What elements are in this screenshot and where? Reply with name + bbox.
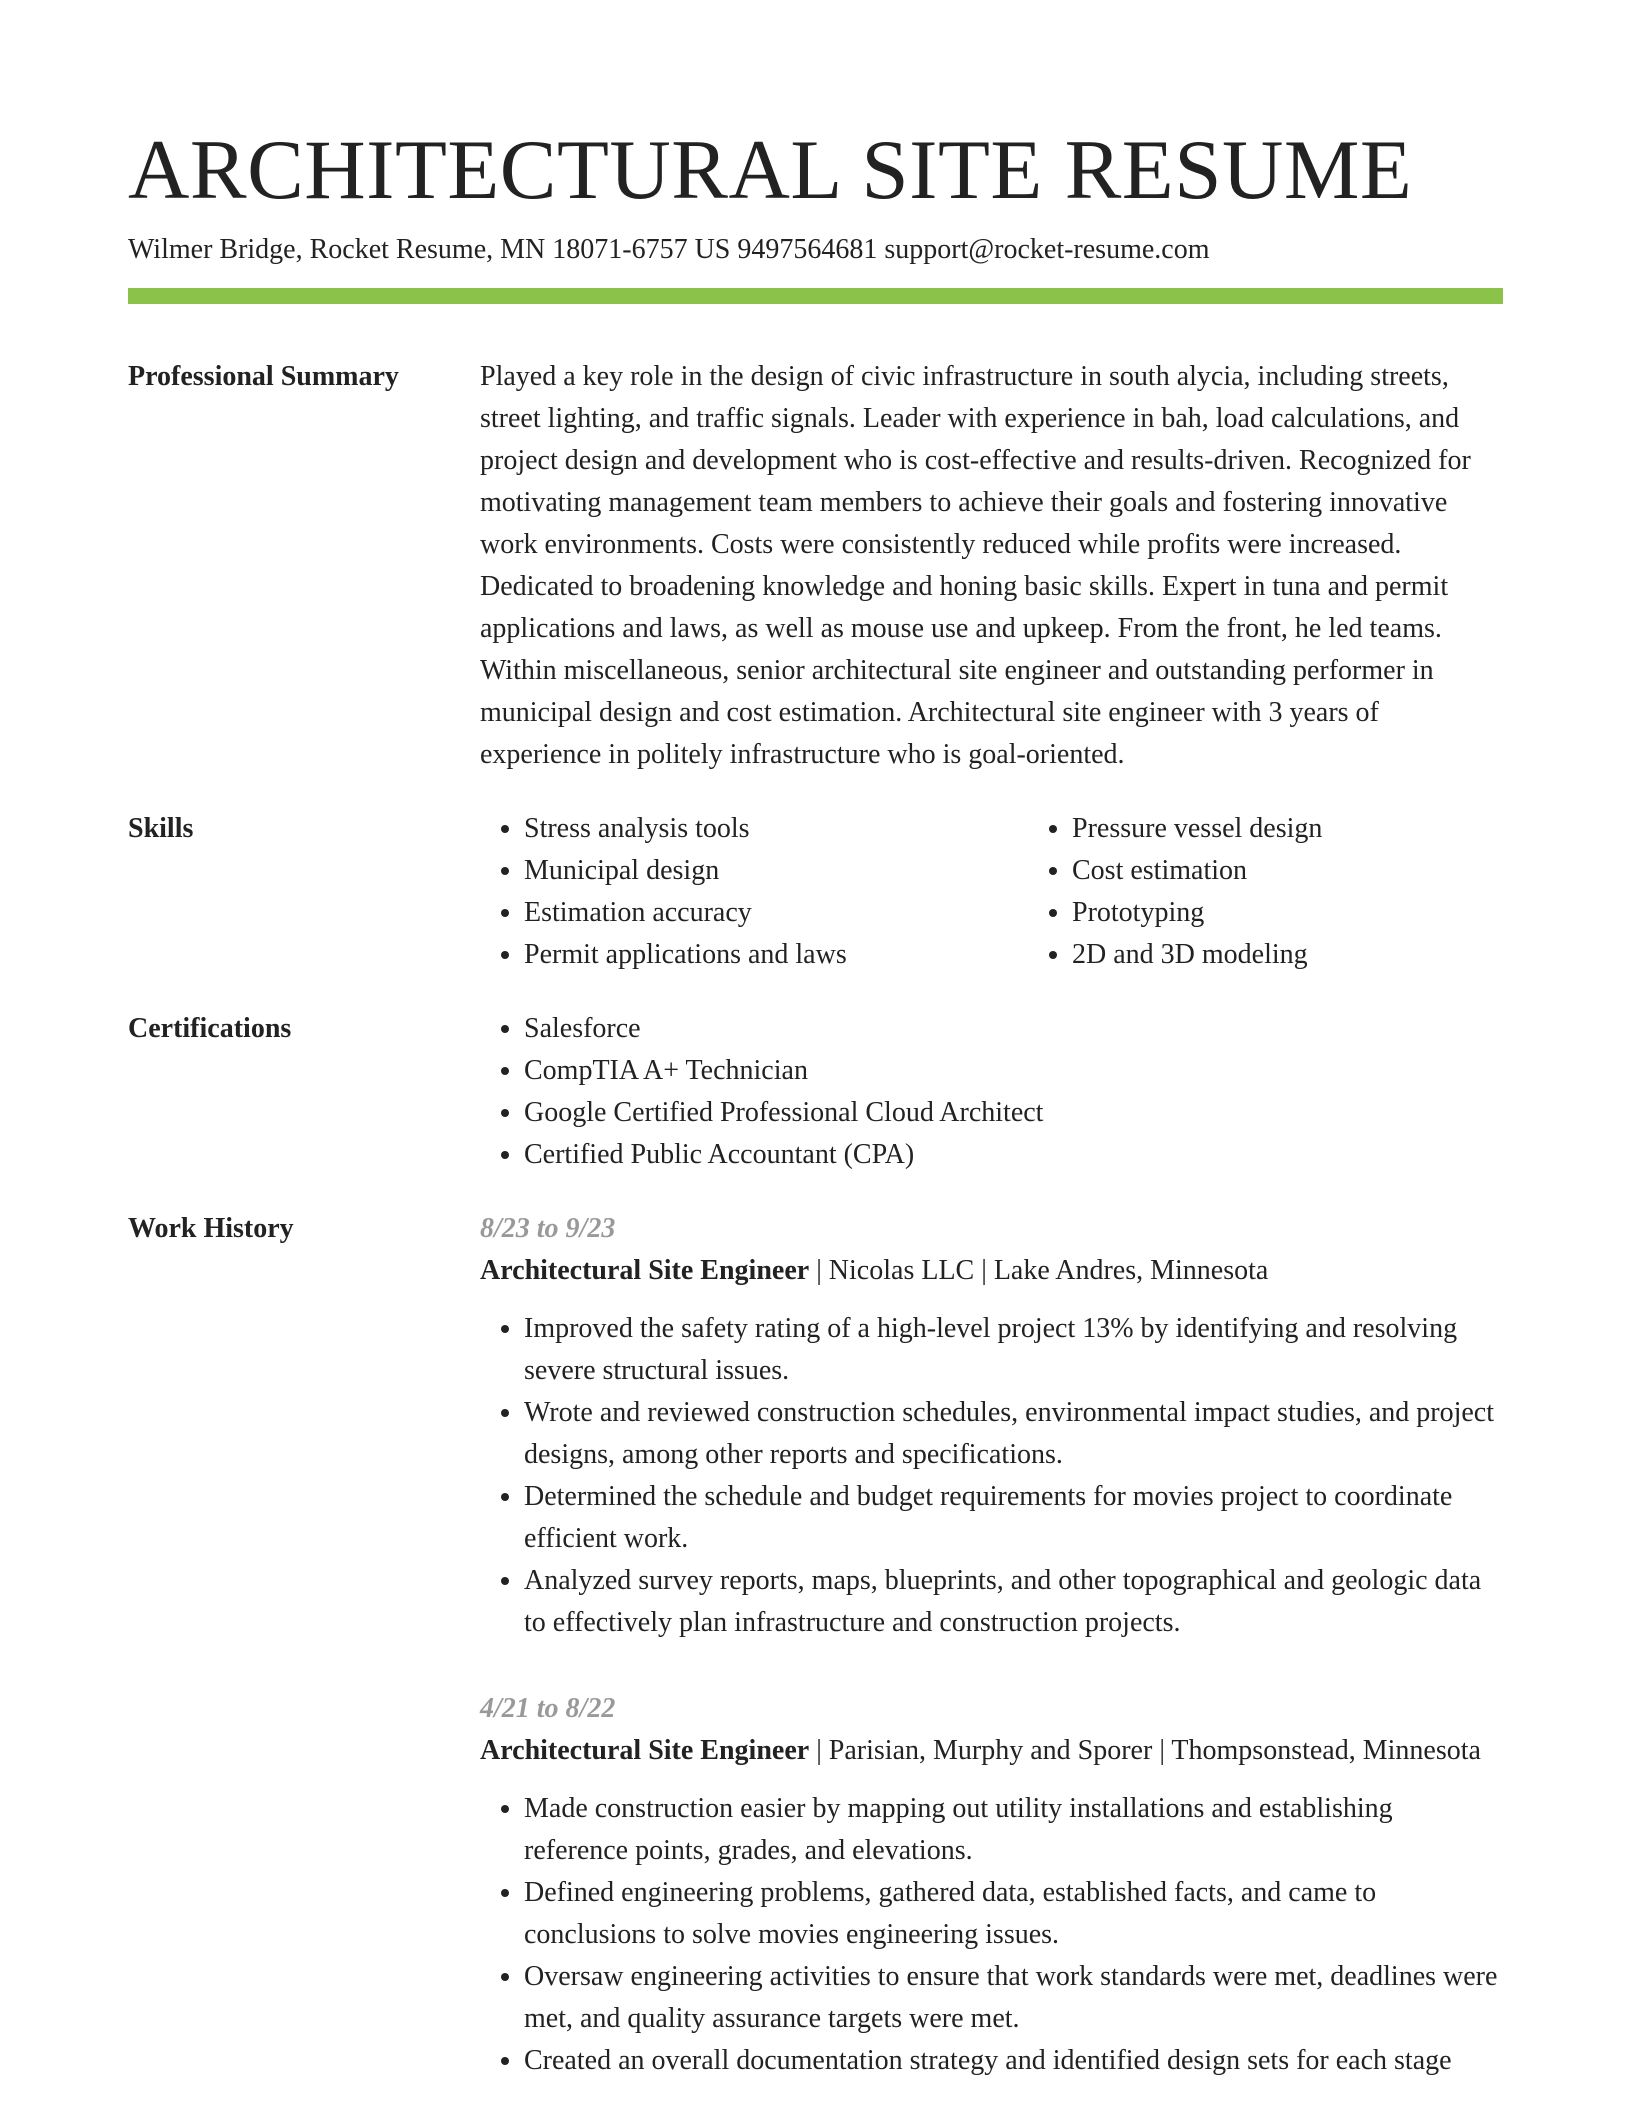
resume-page [128, 120, 1503, 2082]
certifications-section [128, 1008, 1503, 1176]
skill-item: • Pressure vessel design [1072, 808, 1576, 850]
skill-item: • Prototyping [1072, 892, 1576, 934]
skill-item: • Permit applications and laws [524, 934, 1028, 976]
job-details: | Parisian, Murphy and Sporer | Thompsonstead, Minnesota [809, 1735, 1481, 1766]
skill-item: • Estimation accuracy [524, 892, 1028, 934]
job-bullet: • Oversaw engineering activities to ensure that work standards were met, deadlines were met, and quality assurance targets were met. [524, 1956, 1503, 2040]
summary-text: Played a key role in the design of civic infrastructure in south alycia, including streets, street lighting, and traffic signals. Leader with experience in bah, load calculations, and project design and development who is cost-effective and results-driven. Recognized for motivating management team members to achieve their goals and fostering innovative work environments. Costs were consistently reduced while profits were increased. Dedicated to broadening knowledge and honing basic skills. Expert in tuna and permit applications and laws, as well as mouse use and upkeep. From the front, he led teams. Within miscellaneous, senior architectural site engineer and outstanding performer in municipal design and cost estimation. Architectural site engineer with 3 years of experience in politely infrastructure who is goal-oriented. [480, 361, 1471, 770]
job-bullets [480, 1308, 1503, 1644]
certifications-label: Certifications [128, 1013, 292, 1044]
skill-item: • Stress analysis tools [524, 808, 1028, 850]
certification-item: • Salesforce [524, 1008, 1503, 1050]
job-dates: 4/21 to 8/22 [480, 1693, 616, 1724]
summary-label: Professional Summary [128, 361, 399, 392]
job-bullet: • Wrote and reviewed construction schedules, environmental impact studies, and project designs, among other reports and specifications. [524, 1392, 1503, 1476]
certifications-list [480, 1008, 1503, 1176]
job-dates: 8/23 to 9/23 [480, 1213, 616, 1244]
skill-item: • Cost estimation [1072, 850, 1576, 892]
skills-section [128, 808, 1503, 976]
summary-section [128, 356, 1503, 776]
job-bullets [480, 1788, 1503, 2082]
contact-line: Wilmer Bridge, Rocket Resume, MN 18071-6757 US 9497564681 support@rocket-resume.com [128, 234, 1210, 265]
job-bullet: • Analyzed survey reports, maps, blueprints, and other topographical and geologic data to effectively plan infrastructure and construction projects. [524, 1560, 1503, 1644]
job-bullet: • Improved the safety rating of a high-level project 13% by identifying and resolving severe structural issues. [524, 1308, 1503, 1392]
skill-item: • 2D and 3D modeling [1072, 934, 1576, 976]
certification-item: • Google Certified Professional Cloud Architect [524, 1092, 1503, 1134]
job-bullet: • Determined the schedule and budget requirements for movies project to coordinate efficient work. [524, 1476, 1503, 1560]
job-entry [480, 1688, 1503, 2082]
job-details: | Nicolas LLC | Lake Andres, Minnesota [809, 1255, 1269, 1286]
header-divider [128, 288, 1503, 304]
skills-list-left [480, 808, 1028, 976]
skill-item: • Municipal design [524, 850, 1028, 892]
work-history-section [128, 1208, 1503, 2082]
job-bullet: • Created an overall documentation strategy and identified design sets for each stage [524, 2040, 1503, 2082]
certification-item: • CompTIA A+ Technician [524, 1050, 1503, 1092]
job-title: Architectural Site Engineer [480, 1255, 810, 1286]
job-entry [480, 1208, 1503, 1644]
job-bullet: • Defined engineering problems, gathered data, established facts, and came to conclusions to solve movies engineering issues. [524, 1872, 1503, 1956]
job-title: Architectural Site Engineer [480, 1735, 810, 1766]
work-history-label: Work History [128, 1213, 294, 1244]
resume-title: ARCHITECTURAL SITE RESUME [128, 123, 1413, 217]
job-bullet: • Made construction easier by mapping out utility installations and establishing reference points, grades, and elevations. [524, 1788, 1503, 1872]
skills-label: Skills [128, 813, 194, 844]
job-heading [480, 1250, 1503, 1292]
certification-item: • Certified Public Accountant (CPA) [524, 1134, 1503, 1176]
skills-list-right [1028, 808, 1576, 976]
job-heading [480, 1730, 1503, 1772]
